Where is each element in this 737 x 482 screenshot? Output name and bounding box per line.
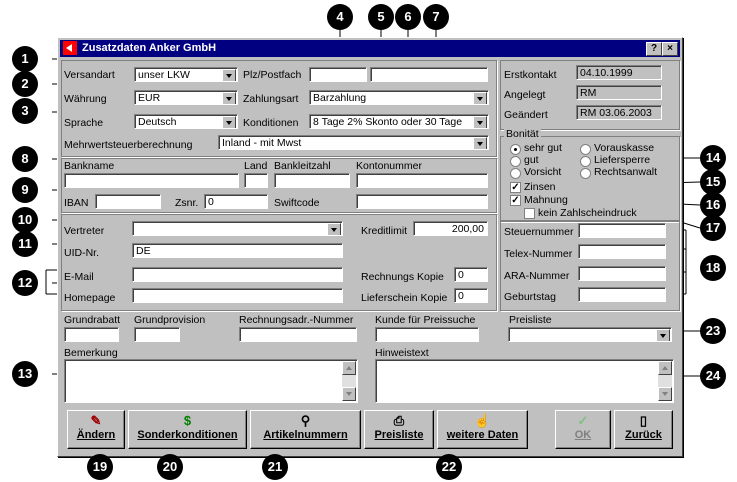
- chevron-down-icon[interactable]: [327, 223, 341, 236]
- swiftcode-label: Swiftcode: [274, 197, 320, 209]
- waehrung-select[interactable]: EUR: [134, 90, 238, 105]
- zahlungsart-select[interactable]: Barzahlung: [309, 90, 489, 105]
- callout-marker: 3: [12, 98, 38, 124]
- plz-field[interactable]: [309, 67, 367, 82]
- bonitaet-option-label: Vorauskasse: [594, 142, 655, 154]
- bonitaet-radio-vorauskasse[interactable]: [580, 144, 591, 155]
- callout-marker: 2: [12, 71, 38, 97]
- callout-marker: 20: [157, 454, 183, 480]
- chevron-down-icon[interactable]: [473, 137, 487, 150]
- bonitaet-radio-vorsicht[interactable]: [510, 168, 521, 179]
- telex-label: Telex-Nummer: [504, 248, 573, 260]
- grundrabatt-field[interactable]: [64, 327, 119, 342]
- app-icon: [63, 41, 77, 55]
- callout-marker: 11: [12, 231, 38, 257]
- mwst-select[interactable]: Inland - mit Mwst: [218, 135, 489, 150]
- versandart-select[interactable]: unser LKW: [134, 67, 238, 82]
- callout-marker: 5: [368, 4, 394, 30]
- bankname-label: Bankname: [64, 160, 115, 172]
- ok-button[interactable]: ✓ OK: [555, 410, 611, 449]
- artikelnummern-button[interactable]: ⚲ Artikelnummern: [250, 410, 361, 449]
- lieferschein-kopie-field[interactable]: 0: [454, 288, 488, 303]
- zinsen-label: Zinsen: [524, 181, 556, 193]
- callout-marker: 1: [12, 46, 38, 72]
- swiftcode-field[interactable]: [356, 194, 488, 209]
- kein-zahlscheindruck-checkbox[interactable]: [524, 208, 535, 219]
- callout-marker: 16: [700, 192, 726, 218]
- printer-icon: ⎙: [393, 413, 405, 428]
- preisliste-select[interactable]: [508, 327, 672, 342]
- bankleitzahl-label: Bankleitzahl: [274, 160, 331, 172]
- pointer-icon: ☝: [474, 413, 491, 428]
- bonitaet-option-label: Vorsicht: [524, 166, 562, 178]
- door-icon: ▯: [639, 413, 648, 428]
- callout-marker: 8: [12, 146, 38, 172]
- geburtstag-label: Geburtstag: [504, 291, 556, 303]
- help-button[interactable]: ?: [646, 42, 662, 56]
- mahnung-checkbox[interactable]: ✓: [511, 195, 520, 206]
- chevron-down-icon[interactable]: [222, 116, 236, 129]
- lieferschein-kopie-label: Lieferschein Kopie: [361, 292, 448, 304]
- preisliste-button[interactable]: ⎙ Preisliste: [364, 410, 434, 449]
- plz-postfach-label: Plz/Postfach: [243, 69, 302, 81]
- erstkontakt-value: 04.10.1999: [576, 65, 662, 80]
- edit-icon: ✎: [90, 413, 102, 428]
- uid-field[interactable]: DE: [132, 243, 343, 258]
- erstkontakt-label: Erstkontakt: [504, 69, 557, 81]
- sprache-label: Sprache: [64, 117, 104, 129]
- callout-marker: 10: [12, 207, 38, 233]
- title-bar: [60, 40, 680, 57]
- scroll-down-icon[interactable]: [658, 387, 672, 401]
- kein-zahlscheindruck-label: kein Zahlscheindruck: [538, 207, 637, 219]
- scroll-down-icon[interactable]: [342, 387, 356, 401]
- bemerkung-textarea[interactable]: [64, 359, 358, 403]
- callout-marker: 18: [700, 255, 726, 281]
- callout-marker: 14: [700, 145, 726, 171]
- scrollbar[interactable]: [658, 361, 672, 401]
- steuernummer-field[interactable]: [578, 223, 666, 238]
- geaendert-label: Geändert: [504, 109, 548, 121]
- kontonummer-label: Kontonummer: [356, 160, 422, 172]
- callout-marker: 17: [700, 215, 726, 241]
- callout-marker: 4: [327, 4, 353, 30]
- email-field[interactable]: [132, 267, 343, 282]
- rechnungs-kopie-field[interactable]: 0: [454, 267, 488, 282]
- callout-marker: 24: [700, 363, 726, 389]
- rechnungs-kopie-label: Rechnungs Kopie: [361, 271, 444, 283]
- grundrabatt-label: Grundrabatt: [64, 314, 121, 326]
- rechnungsadr-field[interactable]: [239, 327, 357, 342]
- callout-marker: 22: [436, 454, 462, 480]
- homepage-field[interactable]: [132, 288, 343, 303]
- angelegt-label: Angelegt: [504, 89, 546, 101]
- zsnr-field[interactable]: 0: [204, 194, 268, 209]
- callout-marker: 7: [423, 4, 449, 30]
- postfach-field[interactable]: [370, 67, 488, 82]
- bankname-field[interactable]: [64, 173, 239, 188]
- ara-field[interactable]: [578, 266, 666, 281]
- ara-label: ARA-Nummer: [504, 270, 570, 282]
- bonitaet-option-label: sehr gut: [524, 142, 562, 154]
- homepage-label: Homepage: [64, 292, 116, 304]
- zahlungsart-label: Zahlungsart: [243, 93, 299, 105]
- email-label: E-Mail: [64, 271, 94, 283]
- chevron-down-icon[interactable]: [222, 92, 236, 105]
- mwst-label: Mehrwertsteuerberechnung: [64, 139, 193, 151]
- checkmark-icon: ✓: [577, 413, 589, 428]
- iban-field[interactable]: [95, 194, 161, 209]
- land-field[interactable]: [244, 173, 268, 188]
- grundprovision-field[interactable]: [134, 327, 180, 342]
- callout-marker: 15: [700, 169, 726, 195]
- sonderkonditionen-button[interactable]: $ Sonderkonditionen: [128, 410, 247, 449]
- dialog-window: [57, 37, 683, 457]
- scroll-up-icon[interactable]: [658, 361, 672, 375]
- mahnung-label: Mahnung: [524, 194, 568, 206]
- aendern-button[interactable]: ✎ Ändern: [67, 410, 125, 449]
- scroll-up-icon[interactable]: [342, 361, 356, 375]
- uid-label: UID-Nr.: [64, 247, 99, 259]
- callout-marker: 9: [12, 177, 38, 203]
- bemerkung-label: Bemerkung: [64, 347, 118, 359]
- vertreter-select[interactable]: [132, 221, 343, 236]
- kunde-preissuche-field[interactable]: [375, 327, 479, 342]
- waehrung-label: Währung: [64, 93, 107, 105]
- kreditlimit-field[interactable]: 200,00: [413, 221, 488, 236]
- chevron-down-icon[interactable]: [473, 116, 487, 129]
- iban-label: IBAN: [64, 197, 89, 209]
- telex-field[interactable]: [578, 244, 666, 259]
- bonitaet-option-label: Liefersperre: [594, 154, 651, 166]
- chevron-down-icon[interactable]: [656, 329, 670, 342]
- land-label: Land: [244, 160, 268, 172]
- bonitaet-radio-liefersperre[interactable]: [580, 156, 591, 167]
- kunde-preissuche-label: Kunde für Preissuche: [375, 314, 476, 326]
- grundprovision-label: Grundprovision: [134, 314, 206, 326]
- chevron-down-icon[interactable]: [473, 92, 487, 105]
- geburtstag-field[interactable]: [578, 287, 666, 302]
- angelegt-value: RM: [576, 85, 662, 100]
- kreditlimit-label: Kreditlimit: [361, 225, 408, 237]
- dollar-icon: $: [183, 413, 192, 428]
- vertreter-label: Vertreter: [64, 225, 105, 237]
- bankleitzahl-field[interactable]: [274, 173, 350, 188]
- callout-marker: 21: [262, 454, 288, 480]
- callout-marker: 12: [12, 270, 38, 296]
- callout-marker: 23: [700, 318, 726, 344]
- konditionen-select[interactable]: 8 Tage 2% Skonto oder 30 Tage: [309, 114, 489, 129]
- chevron-down-icon[interactable]: [222, 69, 236, 82]
- zsnr-label: Zsnr.: [175, 197, 199, 209]
- zurueck-button[interactable]: ▯ Zurück: [614, 410, 673, 449]
- callout-marker: 13: [12, 361, 38, 387]
- binoculars-icon: ⚲: [300, 413, 311, 428]
- callout-marker: 6: [395, 4, 421, 30]
- window-title: Zusatzdaten Anker GmbH: [82, 42, 217, 54]
- konditionen-label: Konditionen: [243, 117, 299, 129]
- hinweistext-label: Hinweistext: [375, 347, 429, 359]
- sprache-select[interactable]: Deutsch: [134, 114, 238, 129]
- kontonummer-field[interactable]: [356, 173, 488, 188]
- bonitaet-option-label: Rechtsanwalt: [594, 166, 658, 178]
- bonitaet-radio-rechtsanwalt[interactable]: [580, 168, 591, 179]
- rechnungsadr-label: Rechnungsadr.-Nummer: [239, 314, 354, 326]
- bonitaet-label: Bonität: [506, 128, 539, 140]
- callout-marker: 19: [87, 454, 113, 480]
- hinweistext-textarea[interactable]: [375, 359, 674, 403]
- versandart-label: Versandart: [64, 69, 115, 81]
- preisliste-label: Preisliste: [509, 314, 552, 326]
- steuernummer-label: Steuernummer: [504, 226, 574, 238]
- weitere-daten-button[interactable]: ☝ weitere Daten: [437, 410, 528, 449]
- scrollbar[interactable]: [342, 361, 356, 401]
- geaendert-value: RM 03.06.2003: [576, 105, 662, 120]
- bonitaet-option-label: gut: [524, 154, 539, 166]
- bonitaet-radio-sehr-gut[interactable]: [510, 144, 521, 155]
- close-button[interactable]: ×: [662, 42, 678, 56]
- zinsen-checkbox[interactable]: ✓: [511, 182, 520, 193]
- bonitaet-radio-gut[interactable]: [510, 156, 521, 167]
